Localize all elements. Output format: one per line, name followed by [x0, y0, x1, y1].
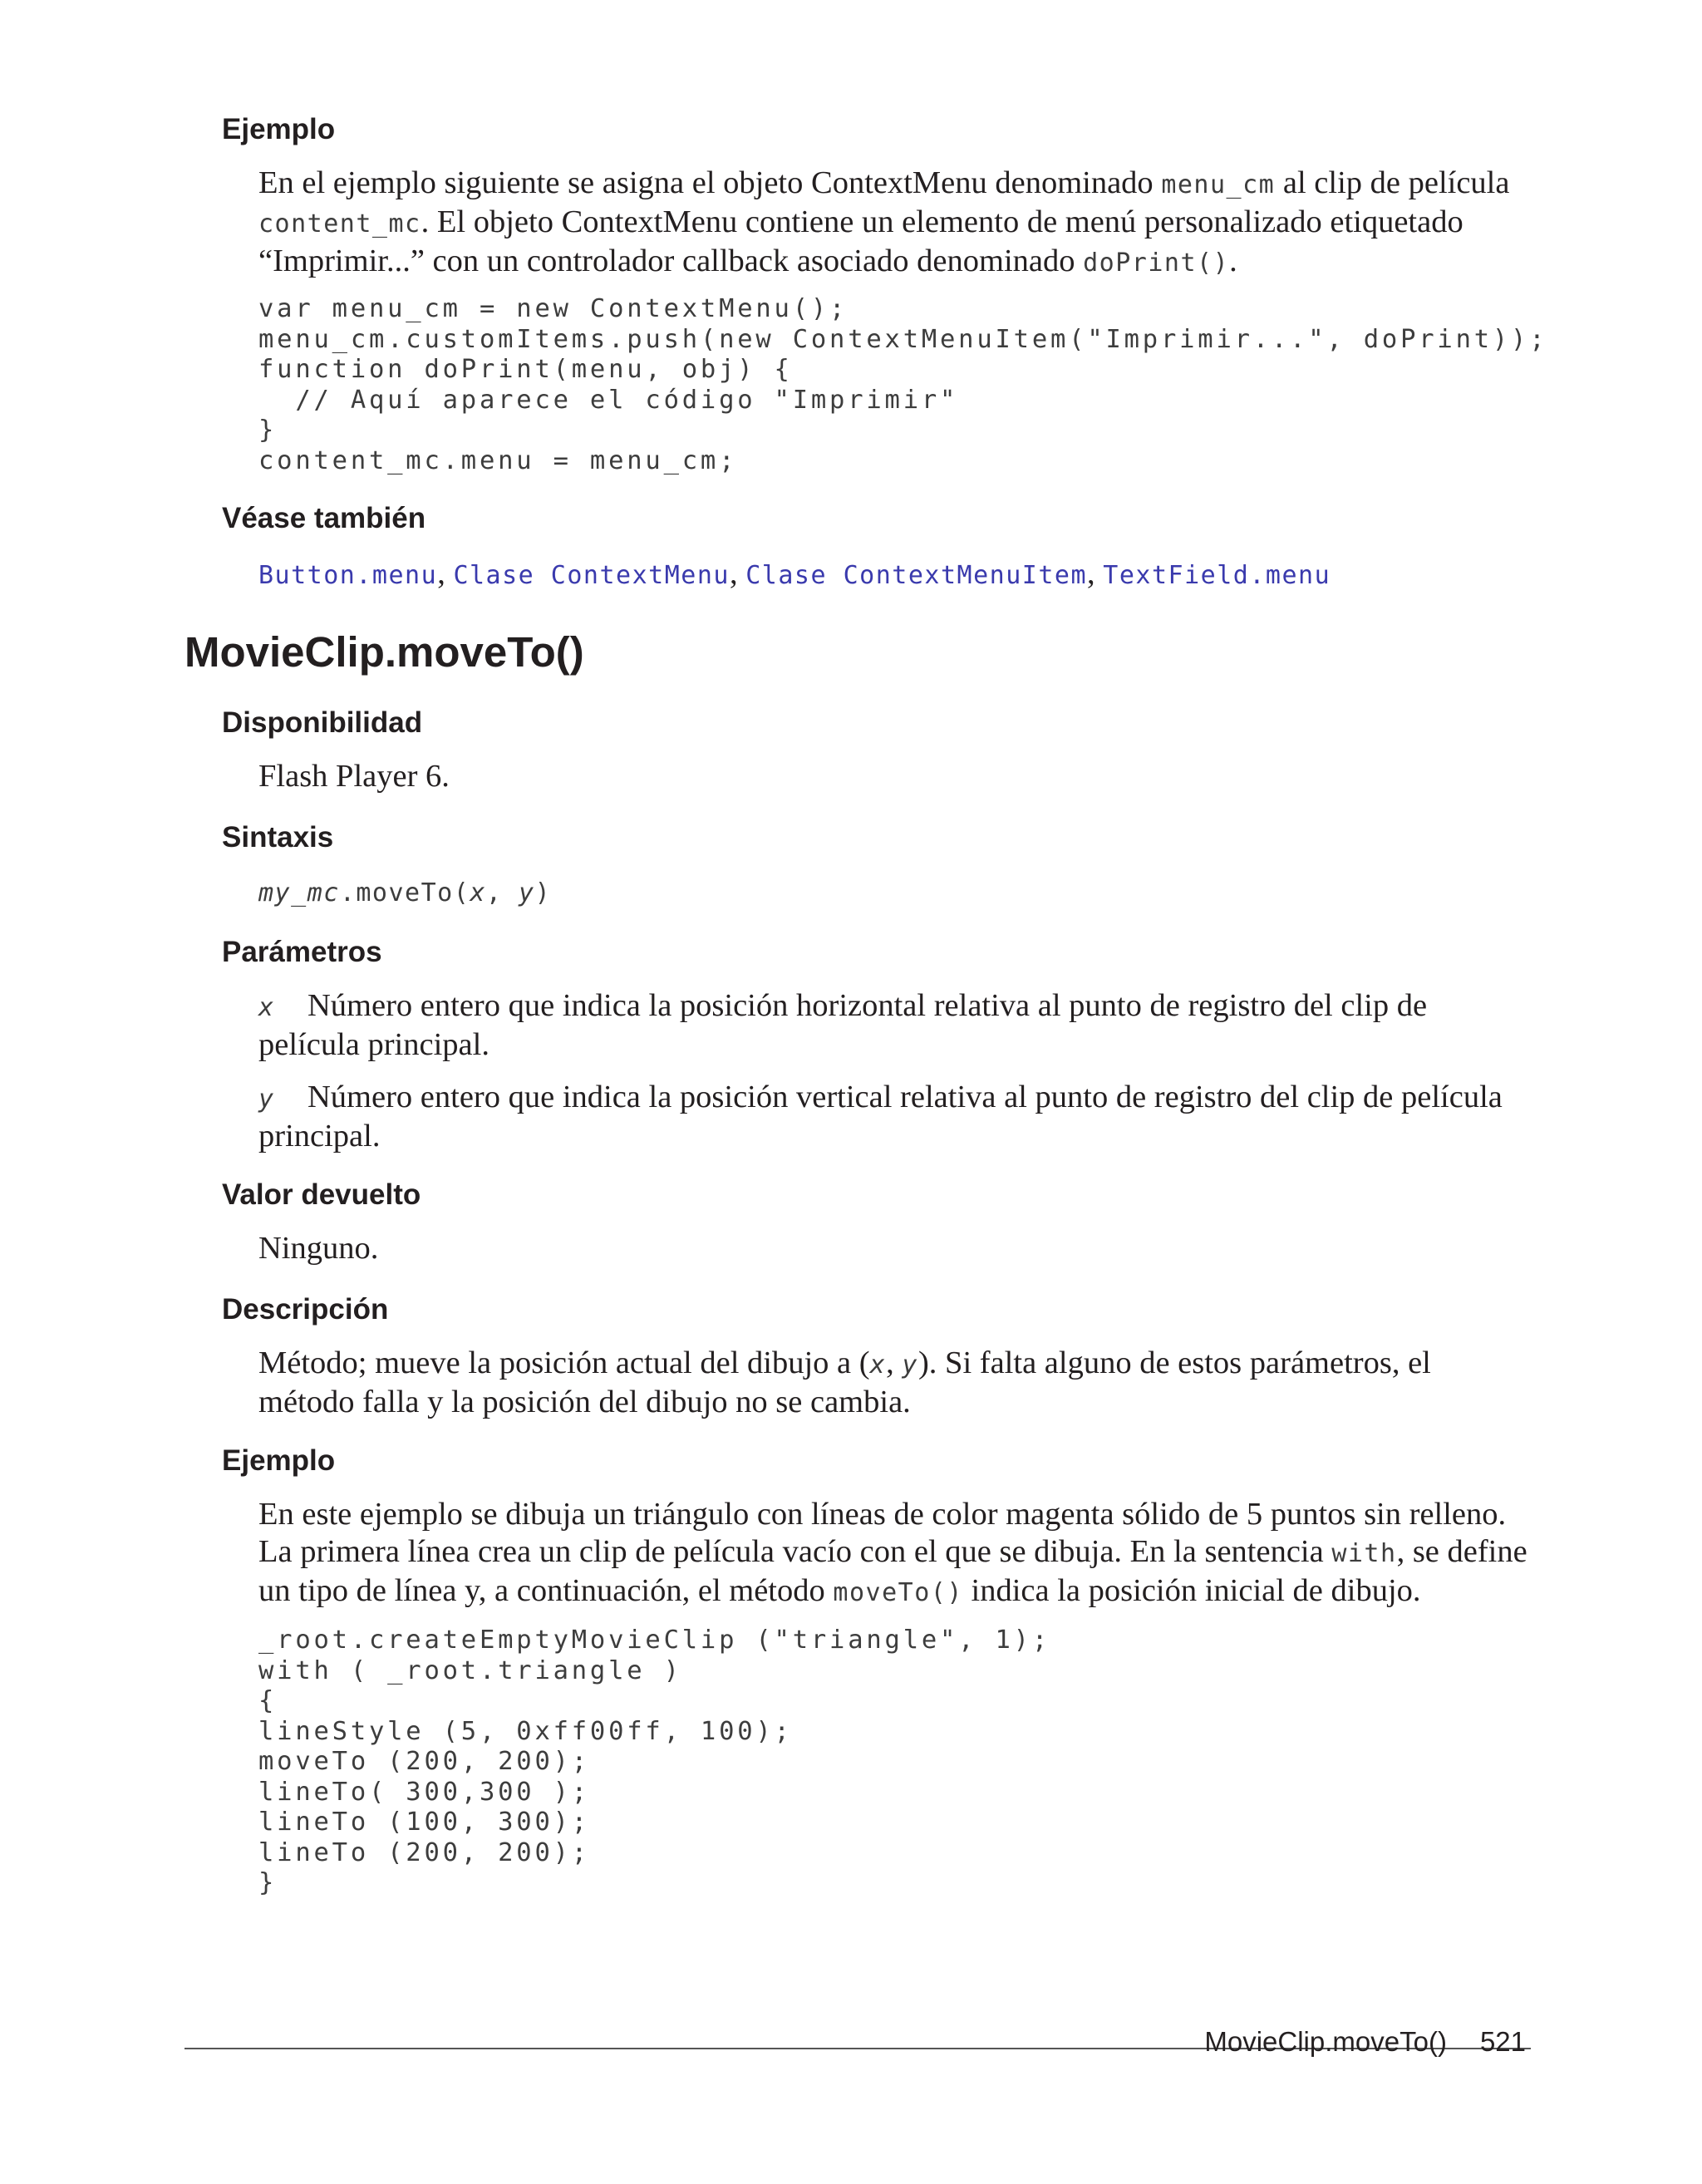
link-button-menu[interactable]: Button.menu [258, 561, 438, 590]
separator: , [437, 556, 454, 591]
returns-text: Ninguno. [258, 1231, 379, 1266]
link-textfield-menu[interactable]: TextField.menu [1103, 561, 1331, 590]
availability-heading: Disponibilidad [222, 706, 423, 739]
syntax-object: my_mc [258, 878, 340, 908]
separator: , [1087, 556, 1104, 591]
example-heading: Ejemplo [222, 113, 336, 145]
example-paragraph [258, 165, 1530, 282]
syntax-param-x: x [470, 878, 486, 908]
parameter-x [258, 987, 1530, 1064]
text-run: indica la posición inicial de dibujo. [962, 1573, 1421, 1608]
syntax-heading: Sintaxis [222, 821, 334, 853]
link-clase-contextmenu[interactable]: Clase ContextMenu [453, 561, 730, 590]
inline-code: content_mc [258, 209, 421, 239]
entry-title: MovieClip.moveTo() [184, 628, 584, 676]
page-footer [1204, 2025, 1526, 2059]
syntax-line [258, 873, 1530, 912]
inline-code: with [1331, 1539, 1397, 1568]
parameter-name: x [258, 993, 275, 1022]
description-text [258, 1345, 1530, 1421]
description-heading: Descripción [222, 1293, 389, 1326]
code-block-context-menu: var menu_cm = new ContextMenu(); menu_cm.customItems.push(new ContextMenuItem("Imprimir...", doPrint)); function doPrint(menu, obj) { // Aquí aparece el código "Imprimir" } content_mc.menu = menu_cm; [258, 294, 1548, 475]
example-heading-2: Ejemplo [222, 1444, 336, 1477]
text-run: En este ejemplo se dibuja un triángulo con líneas de color magenta sólido de 5 puntos sin relleno. La primera línea crea un clip de película vacío con el que se dibuja. En la sentencia [258, 1497, 1507, 1569]
page-number: 521 [1479, 2026, 1526, 2057]
code-block-triangle: _root.createEmptyMovieClip ("triangle", 1); with ( _root.triangle ) { lineStyle (5, 0xff00ff, 100); moveTo (200, 200); lineTo( 300,300 ); lineTo (100, 300); lineTo (200, 200); } [258, 1626, 1050, 1897]
syntax-method: .moveTo( [339, 878, 470, 908]
text-run: ). Si falta alguno de estos parámetros, el método falla y la posición del dibujo no se cambia. [258, 1345, 1431, 1419]
text-run: , [886, 1345, 903, 1380]
syntax-param-y: y [519, 878, 535, 908]
text-run: . [1229, 243, 1237, 278]
text-run: . El objeto ContextMenu contiene un elemento de menú personalizado etiquetado “Imprimir...” con un controlador callback asociado denominado [258, 204, 1463, 278]
parameter-description: Número entero que indica la posición horizontal relativa al punto de registro del clip de película principal. [258, 988, 1428, 1062]
parameter-y [258, 1079, 1530, 1155]
inline-param-y: y [902, 1350, 918, 1380]
see-also-links [258, 555, 1530, 594]
text-run: , se define un tipo de línea y, a continuación, el método [258, 1534, 1527, 1608]
see-also-heading: Véase también [222, 502, 426, 534]
text-run: Método; mueve la posición actual del dibujo a ( [258, 1345, 870, 1380]
availability-text: Flash Player 6. [258, 759, 450, 794]
separator: , [729, 556, 746, 591]
syntax-separator: , [485, 878, 519, 908]
link-clase-contextmenuitem[interactable]: Clase ContextMenuItem [745, 561, 1088, 590]
returns-heading: Valor devuelto [222, 1178, 421, 1211]
inline-code: doPrint() [1083, 248, 1230, 278]
syntax-close: ) [534, 878, 552, 908]
parameters-heading: Parámetros [222, 936, 382, 968]
parameter-name: y [258, 1085, 275, 1114]
parameter-description: Número entero que indica la posición vertical relativa al punto de registro del clip de película principal. [258, 1080, 1503, 1153]
inline-code: moveTo() [833, 1578, 963, 1607]
inline-param-x: x [869, 1350, 887, 1380]
example-paragraph-2 [258, 1496, 1530, 1611]
text-run: al clip de película [1275, 165, 1510, 200]
running-title: MovieClip.moveTo() [1204, 2026, 1447, 2057]
inline-code: menu_cm [1161, 170, 1276, 199]
text-run: En el ejemplo siguiente se asigna el objeto ContextMenu denominado [258, 165, 1162, 200]
